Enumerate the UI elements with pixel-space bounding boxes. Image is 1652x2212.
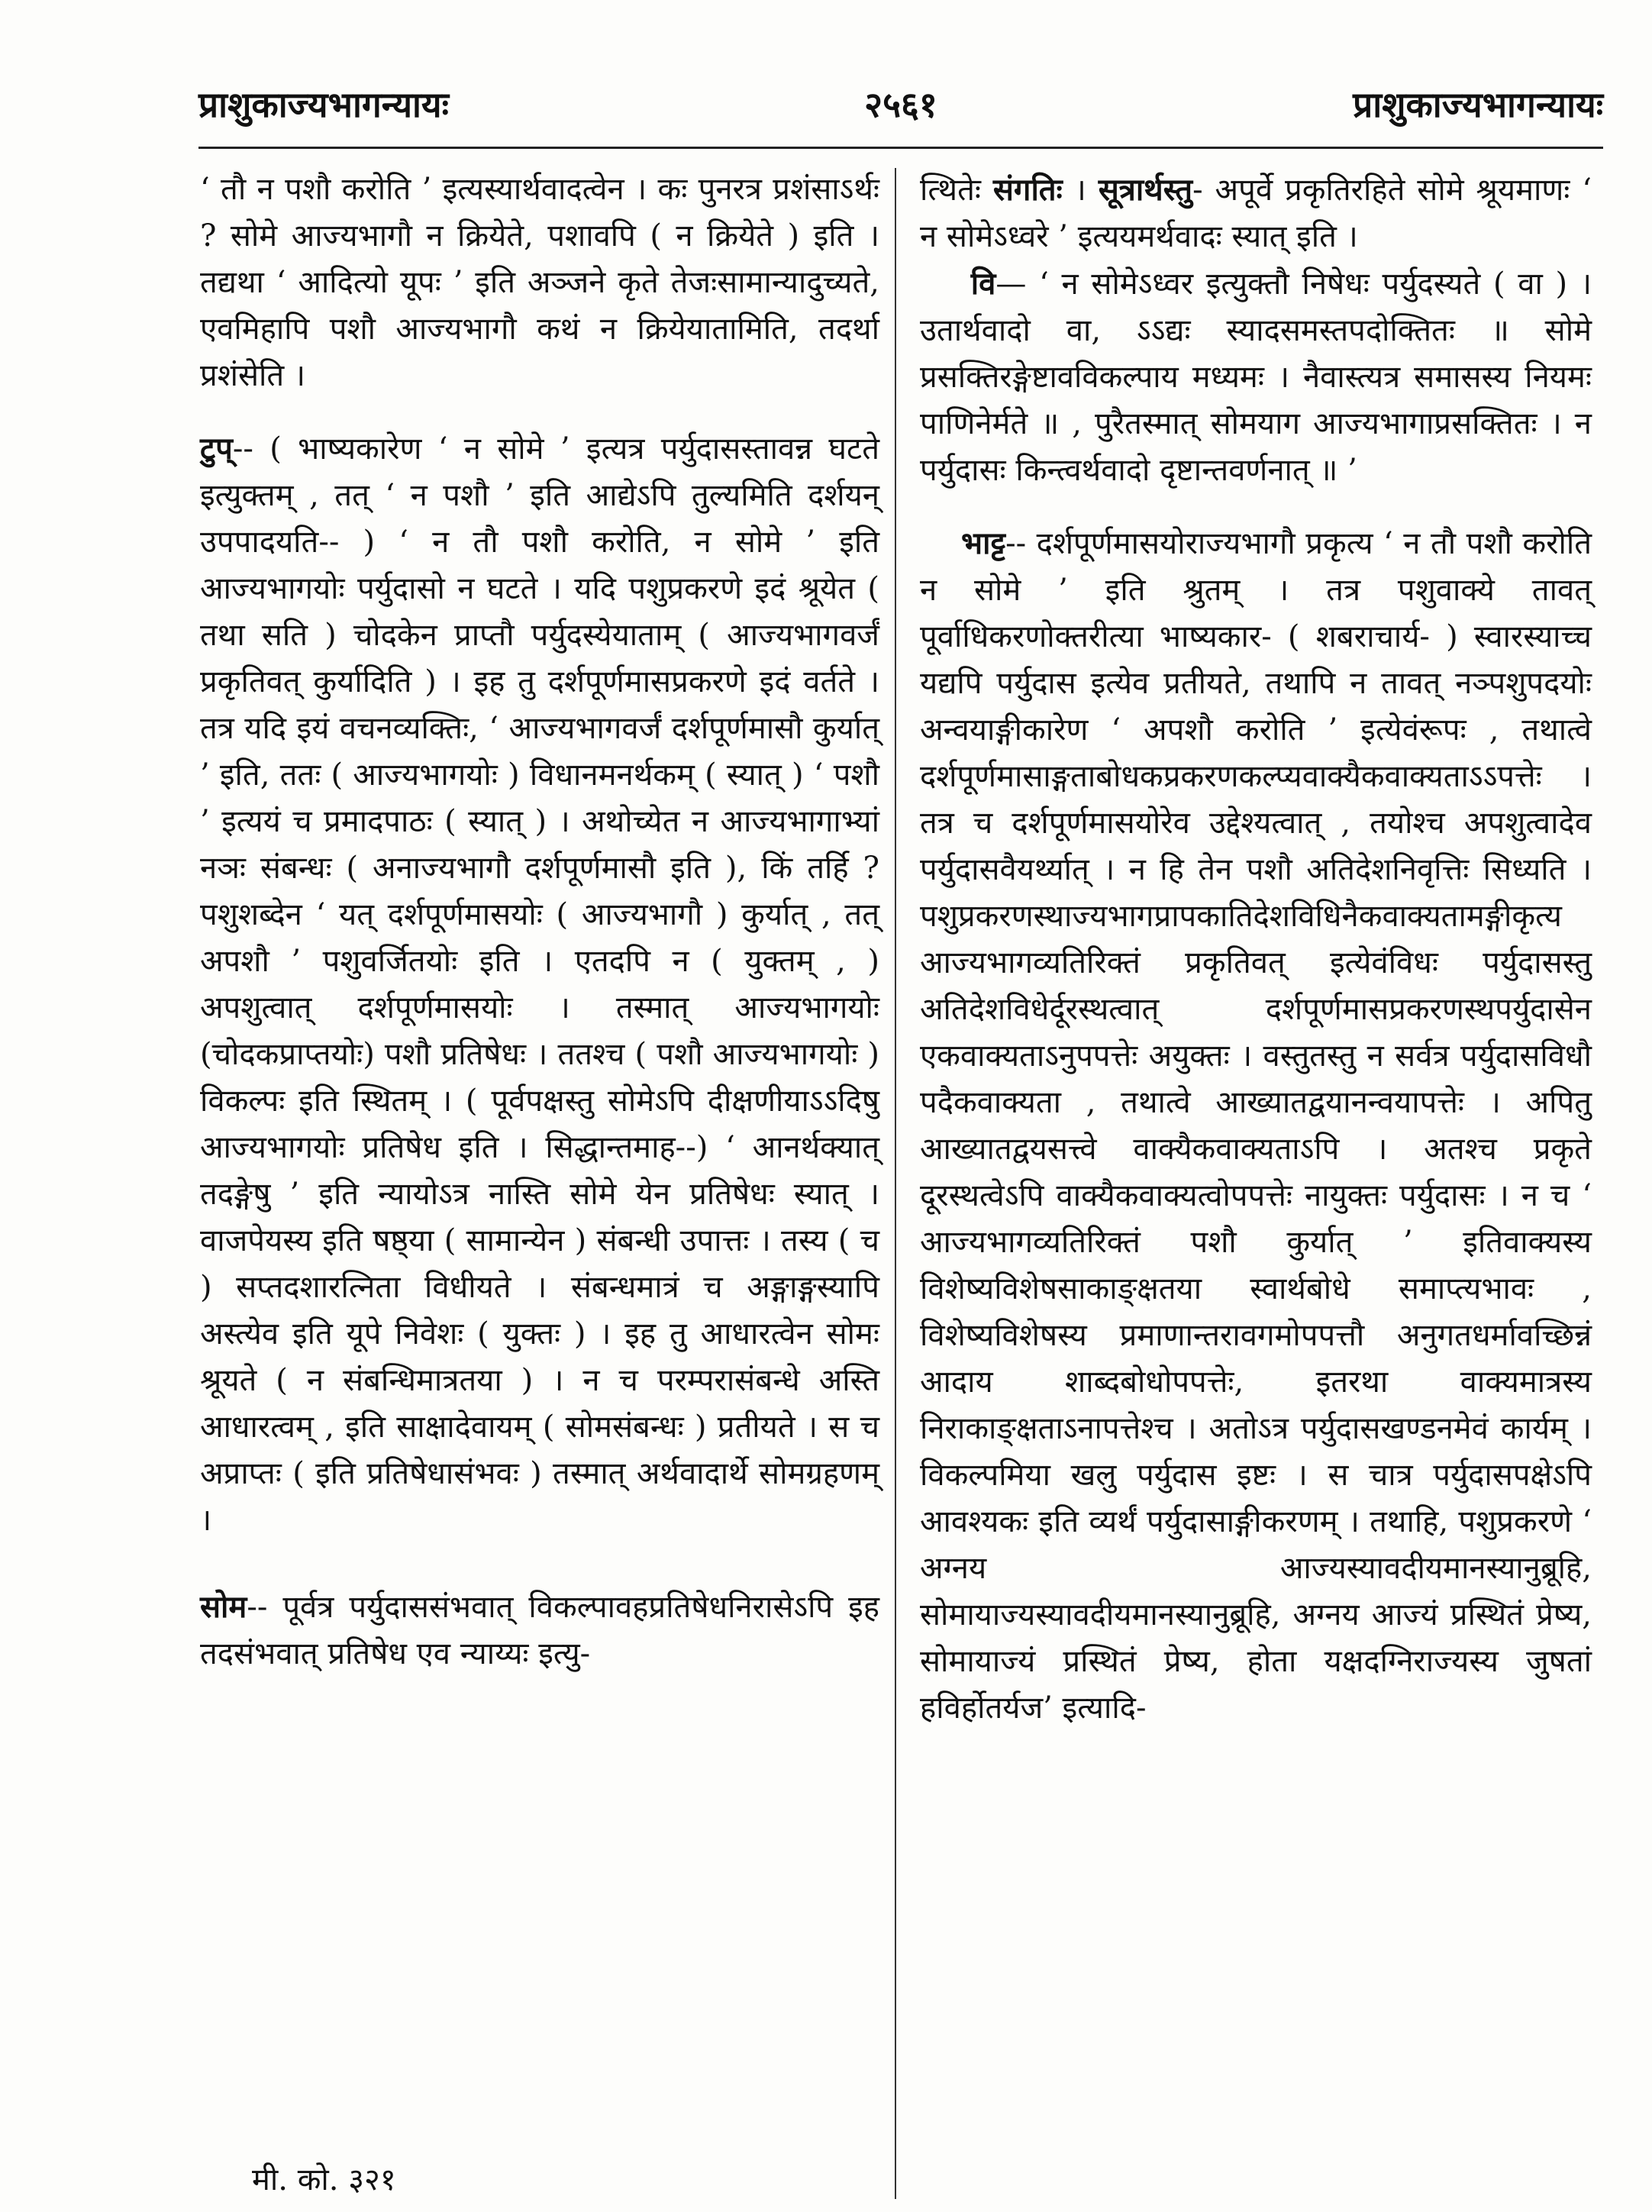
- right-paragraph-3-text: -- दर्शपूर्णमासयोराज्यभागौ प्रकृत्य ‘ न तौ पशौ करोति न सोमे ’ इति श्रुतम् । तत्र पशुवाक्ये तावत् पूर्वाधिकरणोक्तरीत्या भाष्यकार- ( शबराचार्य- ) स्वारस्याच्च यद्यपि पर्युदास इत्येव प्रतीयते, तथापि न तावत् नञ्पशुपदयोः अन्वयाङ्गीकारेण ‘ अपशौ करोति ’ इत्येवंरूपः , तथात्वे दर्शपूर्णमासाङ्गताबोधकप्रकरणकल्प्यवाक्यैकवाक्यताऽऽपत्तेः । तत्र च दर्शपूर्णमासयोरेव उद्देश्यत्वात् , तयोश्च अपशुत्वादेव पर्युदासवैयर्थ्यात् । न हि तेन पशौ अतिदेशनिवृत्तिः सिध्यति । पशुप्रकरणस्थाज्यभागप्रापकातिदेशविधिनैकवाक्यतामङ्गीकृत्य आज्यभागव्यतिरिक्तं प्रकृतिवत् इत्येवंविधः पर्युदासस्तु अतिदेशविधेर्दूरस्थत्वात् दर्शपूर्णमासप्रकरणस्थपर्युदासेन एकवाक्यताऽनुपपत्तेः अयुक्तः । वस्तुतस्तु न सर्वत्र पर्युदासविधौ पदैकवाक्यता , तथात्वे आख्यातद्वयानन्वयापत्तेः । अपितु आख्यातद्वयसत्त्वे वाक्यैकवाक्यताऽपि । अतश्च प्रकृते दूरस्थत्वेऽपि वाक्यैकवाक्यत्वोपपत्तेः नायुक्तः पर्युदासः । न च ‘ आज्यभागव्यतिरिक्तं पशौ कुर्यात् ’ इतिवाक्यस्य विशेष्यविशेषसाकाङ्क्षतया स्वार्थबोधे समाप्त्यभावः , विशेष्यविशेषस्य प्रमाणान्तरावगमोपपत्तौ अनुगतधर्मावच्छिन्नं आदाय शाब्दबोधोपपत्तेः, इतरथा वाक्यमात्रस्य निराकाङ्क्षताऽनापत्तेश्च । अतोऽत्र पर्युदासखण्डनमेवं कार्यम् । विकल्पमिया खलु पर्युदास इष्टः । स चात्र पर्युदासपक्षेऽपि आवश्यकः इति व्यर्थं पर्युदासाङ्गीकरणम् । तथाहि, पशुप्रकरणे ‘ अग्नय आज्यस्यावदीयमानस्यानुब्रूहि, सोमायाज्यस्यावदीयमानस्यानुब्रूहि, अग्नय आज्यं प्रस्थितं प्रेष्य, सोमायाज्यं प्रस्थितं प्रेष्य, होता यक्षदग्निराज्यस्य जुषतां हविर्होतर्यज’ इत्यादि-: [920, 526, 1592, 1726]
- sutrartha-label: सूत्रार्थस्तु: [1098, 172, 1193, 208]
- left-paragraph-2: [200, 425, 879, 1544]
- header-left-title: प्राशुकाज्यभागन्यायः: [198, 84, 449, 125]
- right-paragraph-3: [920, 520, 1592, 1732]
- column-divider: [895, 168, 896, 2199]
- commentary-head-bhatta: भाट्ट: [961, 525, 1006, 561]
- right-paragraph-1: त्थितेः संगतिः । सूत्रार्थस्तु- अपूर्वे प्रकृतिरहिते सोमे श्रूयमाणः ‘ न सोमेऽध्वरे ’ इत्ययमर्थवादः स्यात् इति ।: [920, 172, 1592, 254]
- left-paragraph-1: ‘ तौ न पशौ करोति ’ इत्यस्यार्थवादत्वेन । कः पुनरत्र प्रशंसाऽर्थः ? सोमे आज्यभागौ न क्रियेते, पशावपि ( न क्रियेते ) इति । तद्यथा ‘ आदित्यो यूपः ’ इति अञ्जने कृते तेजःसामान्यादुच्यते, एवमिहापि पशौ आज्यभागौ कथं न क्रियेयातामिति, तदर्था प्रशंसेति ।: [200, 172, 879, 393]
- sangati-label: संगतिः: [992, 172, 1063, 208]
- left-paragraph-3: [200, 1584, 879, 1678]
- commentary-head-vi: वि: [970, 266, 996, 302]
- header-right-title: प्राशुकाज्यभागन्यायः: [1353, 84, 1603, 125]
- right-column: [920, 166, 1592, 1732]
- left-paragraph-2-text: -- ( भाष्यकारेण ‘ न सोमे ’ इत्यत्र पर्युदासस्तावन्न घटते इत्युक्तम् , तत् ‘ न पशौ ’ इति आद्येऽपि तुल्यमिति दर्शयन् उपपादयति-- ) ‘ न तौ पशौ करोति, न सोमे ’ इति आज्यभागयोः पर्युदासो न घटते । यदि पशुप्रकरणे इदं श्रूयेत ( तथा सति ) चोदकेन प्राप्तौ पर्युदस्येयाताम् ( आज्यभागवर्जं प्रकृतिवत् कुर्यादिति ) । इह तु दर्शपूर्णमासप्रकरणे इदं वर्तते । तत्र यदि इयं वचनव्यक्तिः, ‘ आज्यभागवर्जं दर्शपूर्णमासौ कुर्यात् ’ इति, ततः ( आज्यभागयोः ) विधानमनर्थकम् ( स्यात् ) ‘ पशौ ’ इत्ययं च प्रमादपाठः ( स्यात् ) । अथोच्येत न आज्यभागाभ्यां नञः संबन्धः ( अनाज्यभागौ दर्शपूर्णमासौ इति ), किं तर्हि ? पशुशब्देन ‘ यत् दर्शपूर्णमासयोः ( आज्यभागौ ) कुर्यात् , तत् अपशौ ’ पशुवर्जितयोः इति । एतदपि न ( युक्तम् , ) अपशुत्वात् दर्शपूर्णमासयोः । तस्मात् आज्यभागयोः (चोदकप्राप्तयोः) पशौ प्रतिषेधः । ततश्च ( पशौ आज्यभागयोः ) विकल्पः इति स्थितम् । ( पूर्वपक्षस्तु सोमेऽपि दीक्षणीयाऽऽदिषु आज्यभागयोः प्रतिषेध इति । सिद्धान्तमाह--) ‘ आनर्थक्यात् तदङ्गेषु ’ इति न्यायोऽत्र नास्ति सोमे येन प्रतिषेधः स्यात् । वाजपेयस्य इति षष्ठ्या ( सामान्येन ) संबन्धी उपात्तः । तस्य ( च ) सप्तदशारत्निता विधीयते । संबन्धमात्रं च अङ्गाङ्गस्यापि अस्त्येव इति यूपे निवेशः ( युक्तः ) । इह तु आधारत्वेन सोमः श्रूयते ( न संबन्धिमात्रतया ) । न च परम्परासंबन्धे अस्ति आधारत्वम् , इति साक्षादेवायम् ( सोमसंबन्धः ) प्रतीयते । स च अप्राप्तः ( इति प्रतिषेधासंभवः ) तस्मात् अर्थवादार्थे सोमग्रहणम् ।: [200, 431, 879, 1538]
- header-rule: [198, 147, 1603, 149]
- running-header: [198, 73, 1603, 134]
- right-paragraph-2-text: — ‘ न सोमेऽध्वर इत्युक्तौ निषेधः पर्युदस्यते ( वा ) । उतार्थवादो वा, ऽऽद्यः स्यादसमस्तपदोक्तितः ॥ सोमे प्रसक्तिरङ्गेष्टावविकल्पाय मध्यमः । नैवास्त्यत्र समासस्य नियमः पाणिनेर्मते ॥ , पुरैतस्मात् सोमयाग आज्यभागाप्रसक्तितः । न पर्युदासः किन्त्वर्थवादो दृष्टान्तवर्णनात् ॥ ’: [920, 266, 1592, 488]
- left-paragraph-3-text: -- पूर्वत्र पर्युदाससंभवात् विकल्पावहप्रतिषेधनिरासेऽपि इह तदसंभवात् प्रतिषेध एव न्याय्यः इत्यु-: [200, 1590, 879, 1671]
- commentary-head-tup: टुप्: [200, 431, 233, 467]
- commentary-head-soma: सोम: [200, 1589, 247, 1625]
- page-number: २५६१: [864, 84, 937, 125]
- right-paragraph-2: [920, 260, 1592, 494]
- signature-mark: मी. को. ३२१: [252, 2162, 396, 2197]
- left-column: [200, 166, 879, 1678]
